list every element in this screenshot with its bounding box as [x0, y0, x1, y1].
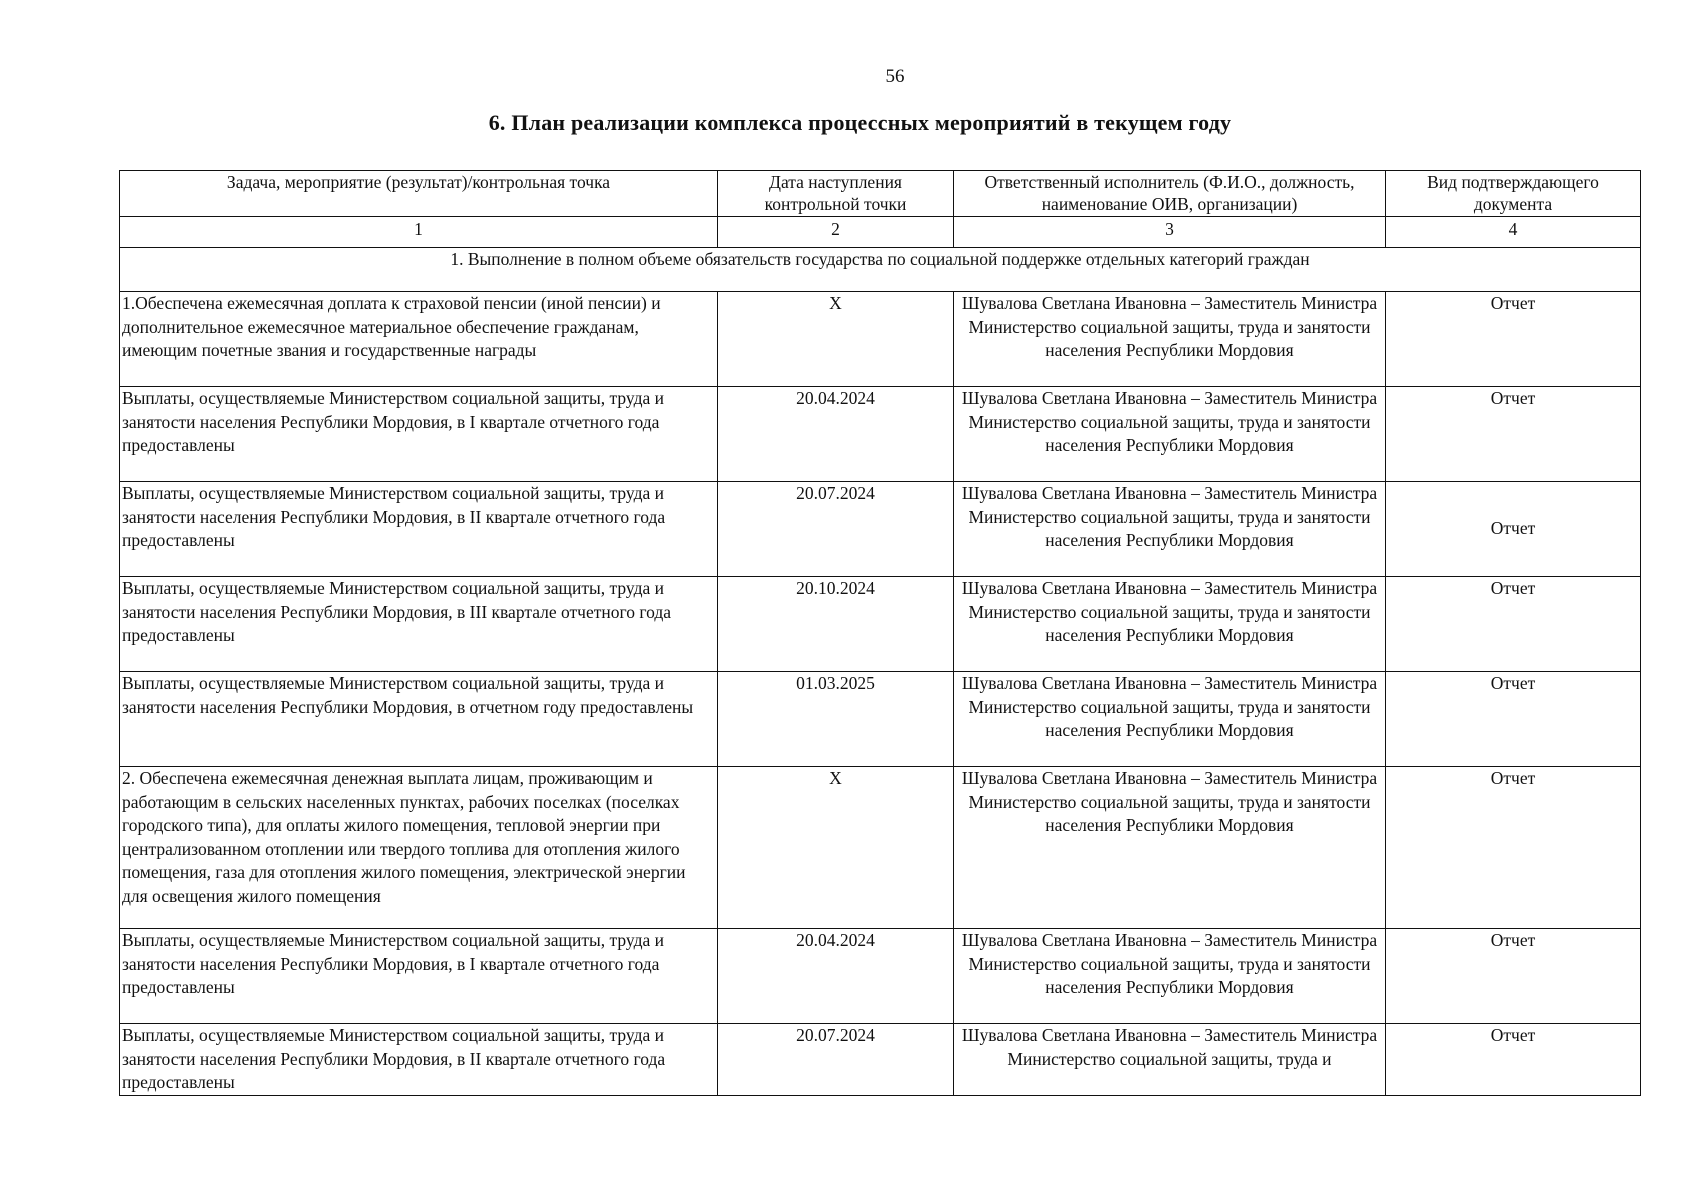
responsible-cell — [954, 1024, 1386, 1096]
header-task: Задача, мероприятие (результат)/контрольная точка — [120, 171, 718, 217]
date-cell: X — [718, 292, 954, 387]
responsible-cell — [954, 482, 1386, 577]
responsible-cell — [954, 292, 1386, 387]
header-date: Дата наступления контрольной точки — [718, 171, 954, 217]
responsible-org: Министерство социальной защиты, труда и — [1007, 1048, 1332, 1069]
responsible-org: Министерство социальной защиты, труда и занятости населения Республики Мордовия — [968, 411, 1371, 455]
responsible-cell — [954, 672, 1386, 767]
date-cell: 20.07.2024 — [718, 482, 954, 577]
task-cell: 1.Обеспечена ежемесячная доплата к страховой пенсии (иной пенсии) и дополнительное ежемесячное материальное обеспечение гражданам, имеющим почетные звания и государственные награды — [120, 292, 718, 387]
table-row — [120, 672, 1641, 767]
date-cell: 20.07.2024 — [718, 1024, 954, 1096]
table-row — [120, 482, 1641, 577]
document-cell: Отчет — [1386, 929, 1641, 1024]
section-row — [120, 248, 1641, 292]
responsible-cell — [954, 929, 1386, 1024]
document-cell: Отчет — [1386, 577, 1641, 672]
responsible-name: Шувалова Светлана Ивановна – Заместитель Министра — [961, 483, 1378, 503]
responsible-name: Шувалова Светлана Ивановна – Заместитель Министра — [961, 1025, 1378, 1045]
document-cell: Отчет — [1386, 767, 1641, 929]
table-header-row — [120, 171, 1641, 217]
responsible-org: Министерство социальной защиты, труда и занятости населения Республики Мордовия — [968, 953, 1371, 997]
responsible-cell — [954, 767, 1386, 929]
responsible-org: Министерство социальной защиты, труда и занятости населения Республики Мордовия — [968, 316, 1371, 360]
responsible-org: Министерство социальной защиты, труда и занятости населения Республики Мордовия — [968, 601, 1371, 645]
task-cell: Выплаты, осуществляемые Министерством социальной защиты, труда и занятости населения Республики Мордовия, в II квартале отчетного года предоставлены — [120, 1024, 718, 1096]
column-numbers-row — [120, 217, 1641, 248]
task-cell: 2. Обеспечена ежемесячная денежная выплата лицам, проживающим и работающим в сельских населенных пунктах, рабочих поселках (поселках городского типа), для оплаты жилого помещения, тепловой энергии при централизованном отоплении или твердого топлива для отопления жилого помещения, газа для отопления жилого помещения, электрической энергии для освещения жилого помещения — [120, 767, 718, 929]
header-responsible: Ответственный исполнитель (Ф.И.О., должность, наименование ОИВ, организации) — [954, 171, 1386, 217]
document-cell: Отчет — [1386, 387, 1641, 482]
responsible-name: Шувалова Светлана Ивановна – Заместитель Министра — [961, 293, 1378, 313]
responsible-name: Шувалова Светлана Ивановна – Заместитель Министра — [961, 768, 1378, 788]
table-row — [120, 929, 1641, 1024]
column-number: 2 — [718, 217, 954, 248]
document-cell: Отчет — [1386, 672, 1641, 767]
task-cell: Выплаты, осуществляемые Министерством социальной защиты, труда и занятости населения Республики Мордовия, в I квартале отчетного года предоставлены — [120, 387, 718, 482]
table-row — [120, 292, 1641, 387]
responsible-name: Шувалова Светлана Ивановна – Заместитель Министра — [961, 388, 1378, 408]
task-cell: Выплаты, осуществляемые Министерством социальной защиты, труда и занятости населения Республики Мордовия, в отчетном году предоставлены — [120, 672, 718, 767]
task-cell: Выплаты, осуществляемые Министерством социальной защиты, труда и занятости населения Республики Мордовия, в I квартале отчетного года предоставлены — [120, 929, 718, 1024]
date-cell: 01.03.2025 — [718, 672, 954, 767]
table-row — [120, 767, 1641, 929]
date-cell: 20.10.2024 — [718, 577, 954, 672]
document-cell: Отчет — [1386, 482, 1641, 577]
responsible-name: Шувалова Светлана Ивановна – Заместитель Министра — [961, 673, 1378, 693]
date-cell: 20.04.2024 — [718, 387, 954, 482]
table-row — [120, 387, 1641, 482]
responsible-org: Министерство социальной защиты, труда и занятости населения Республики Мордовия — [968, 696, 1371, 740]
responsible-name: Шувалова Светлана Ивановна – Заместитель Министра — [961, 578, 1378, 598]
page-number: 56 — [885, 66, 905, 87]
column-number: 4 — [1386, 217, 1641, 248]
header-document: Вид подтверждающего документа — [1386, 171, 1641, 217]
responsible-org: Министерство социальной защиты, труда и занятости населения Республики Мордовия — [968, 791, 1371, 835]
column-number: 3 — [954, 217, 1386, 248]
responsible-org: Министерство социальной защиты, труда и занятости населения Республики Мордовия — [968, 506, 1371, 550]
date-cell: 20.04.2024 — [718, 929, 954, 1024]
column-number: 1 — [120, 217, 718, 248]
responsible-cell — [954, 387, 1386, 482]
task-cell: Выплаты, осуществляемые Министерством социальной защиты, труда и занятости населения Республики Мордовия, в II квартале отчетного года предоставлены — [120, 482, 718, 577]
plan-table — [119, 170, 1641, 1096]
task-cell: Выплаты, осуществляемые Министерством социальной защиты, труда и занятости населения Республики Мордовия, в III квартале отчетного года предоставлены — [120, 577, 718, 672]
date-cell: X — [718, 767, 954, 929]
responsible-cell — [954, 577, 1386, 672]
document-cell: Отчет — [1386, 1024, 1641, 1096]
table-row — [120, 577, 1641, 672]
responsible-name: Шувалова Светлана Ивановна – Заместитель Министра — [961, 930, 1378, 950]
table-row — [120, 1024, 1641, 1096]
page-title: 6. План реализации комплекса процессных мероприятий в текущем году — [488, 110, 1232, 135]
section-title: 1. Выполнение в полном объеме обязательств государства по социальной поддержке отдельных категорий граждан — [120, 248, 1641, 292]
document-cell: Отчет — [1386, 292, 1641, 387]
